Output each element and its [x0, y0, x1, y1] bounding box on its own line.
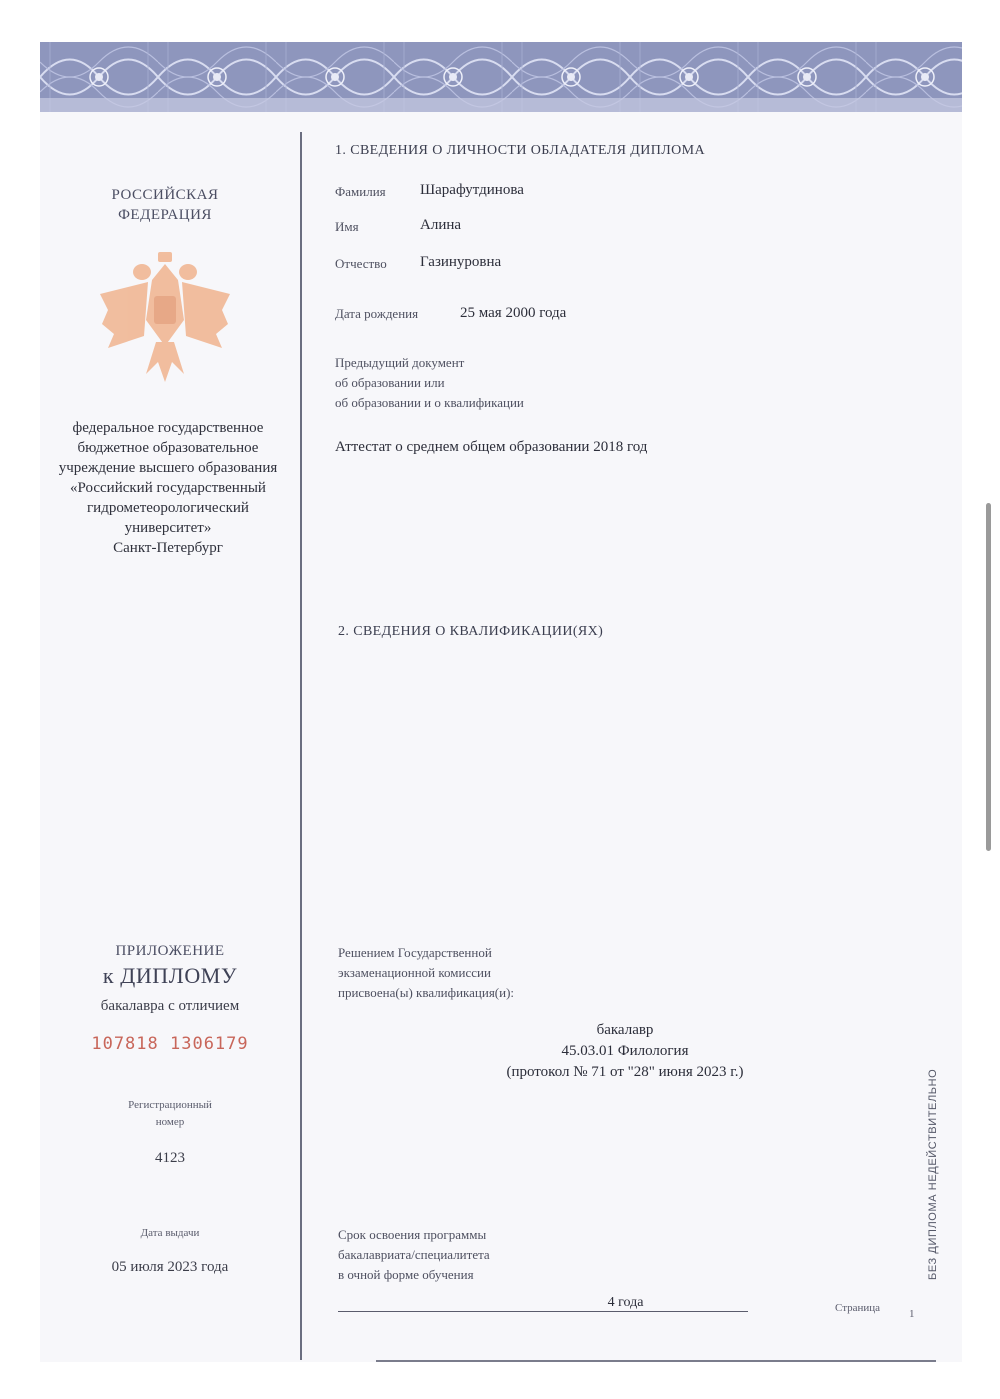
commission-decision-line: экзаменационной комиссии: [338, 965, 491, 980]
guilloche-band: [40, 42, 962, 112]
dob-value: 25 мая 2000 года: [460, 305, 567, 321]
study-duration-value: 4 года: [607, 1295, 644, 1310]
university-line: «Российский государственный: [70, 480, 266, 496]
country-line-1: РОССИЙСКАЯ: [111, 187, 219, 203]
study-duration-label-line: Срок освоения программы: [338, 1227, 487, 1242]
registration-label: [90, 1097, 250, 1131]
patronymic-label: Отчество: [335, 256, 387, 271]
page-number: 1: [909, 1308, 915, 1320]
previous-document-label: [335, 353, 524, 413]
surname-label: Фамилия: [335, 184, 386, 199]
appendix-title-line-2: к ДИПЛОМУ: [102, 963, 238, 988]
section-1-heading: 1. СВЕДЕНИЯ О ЛИЧНОСТИ ОБЛАДАТЕЛЯ ДИПЛОМА: [335, 143, 706, 158]
vertical-validity-note: БЕЗ ДИПЛОМА НЕДЕЙСТВИТЕЛЬНО: [927, 1068, 939, 1280]
duration-underline: [338, 1311, 748, 1312]
university-line: федеральное государственное: [72, 420, 264, 436]
university-line: университет»: [124, 520, 212, 536]
bottom-edge-line: [376, 1360, 936, 1362]
study-duration-label-line: бакалавриата/специалитета: [338, 1247, 490, 1262]
protocol-value: (протокол № 71 от "28" июня 2023 г.): [506, 1064, 744, 1080]
university-line: бюджетное образовательное: [77, 440, 259, 456]
previous-document-label-line: об образовании или: [335, 375, 445, 390]
qualification-value: бакалавр: [596, 1022, 654, 1038]
study-duration-label: [338, 1225, 490, 1285]
commission-decision-line: Решением Государственной: [338, 945, 492, 960]
issue-date-label: Дата выдачи: [140, 1227, 200, 1239]
commission-decision-line: присвоена(ы) квалификация(и):: [338, 985, 515, 1000]
surname-value: Шарафутдинова: [420, 182, 524, 198]
study-duration-label-line: в очной форме обучения: [338, 1267, 474, 1282]
country-name: [100, 185, 230, 225]
dob-label: Дата рождения: [335, 306, 419, 321]
section-2-heading: 2. СВЕДЕНИЯ О КВАЛИФИКАЦИИ(ЯХ): [338, 624, 604, 639]
page-label: Страница: [835, 1302, 881, 1314]
university-city: Санкт-Петербург: [113, 540, 223, 556]
double-headed-eagle-icon: [98, 250, 232, 395]
program-value: 45.03.01 Филология: [561, 1043, 689, 1059]
commission-decision-label: [338, 943, 514, 1003]
country-line-2: ФЕДЕРАЦИЯ: [118, 207, 212, 223]
university-block: [40, 418, 296, 558]
previous-document-label-line: Предыдущий документ: [335, 355, 465, 370]
patronymic-value: Газинуровна: [420, 254, 502, 270]
registration-label-line-2: номер: [155, 1116, 185, 1128]
issue-date: 05 июля 2023 года: [111, 1259, 229, 1275]
vertical-scrollbar[interactable]: [986, 503, 991, 851]
previous-document-value: Аттестат о среднем общем образовании 2018 год: [335, 439, 648, 455]
appendix-title-line-1: ПРИЛОЖЕНИЕ: [115, 943, 225, 959]
serial-number: 107818 1306179: [91, 1034, 249, 1054]
university-line: гидрометеорологический: [87, 500, 249, 516]
name-value: Алина: [420, 217, 462, 233]
name-label: Имя: [335, 219, 359, 234]
diploma-type: бакалавра с отличием: [100, 998, 240, 1014]
qualification-block: [420, 1020, 830, 1083]
column-divider: [300, 132, 302, 1360]
registration-label-line-1: Регистрационный: [128, 1099, 212, 1111]
university-line: учреждение высшего образования: [58, 460, 278, 476]
registration-number: 4123: [155, 1150, 185, 1166]
previous-document-label-line: об образовании и о квалификации: [335, 395, 524, 410]
